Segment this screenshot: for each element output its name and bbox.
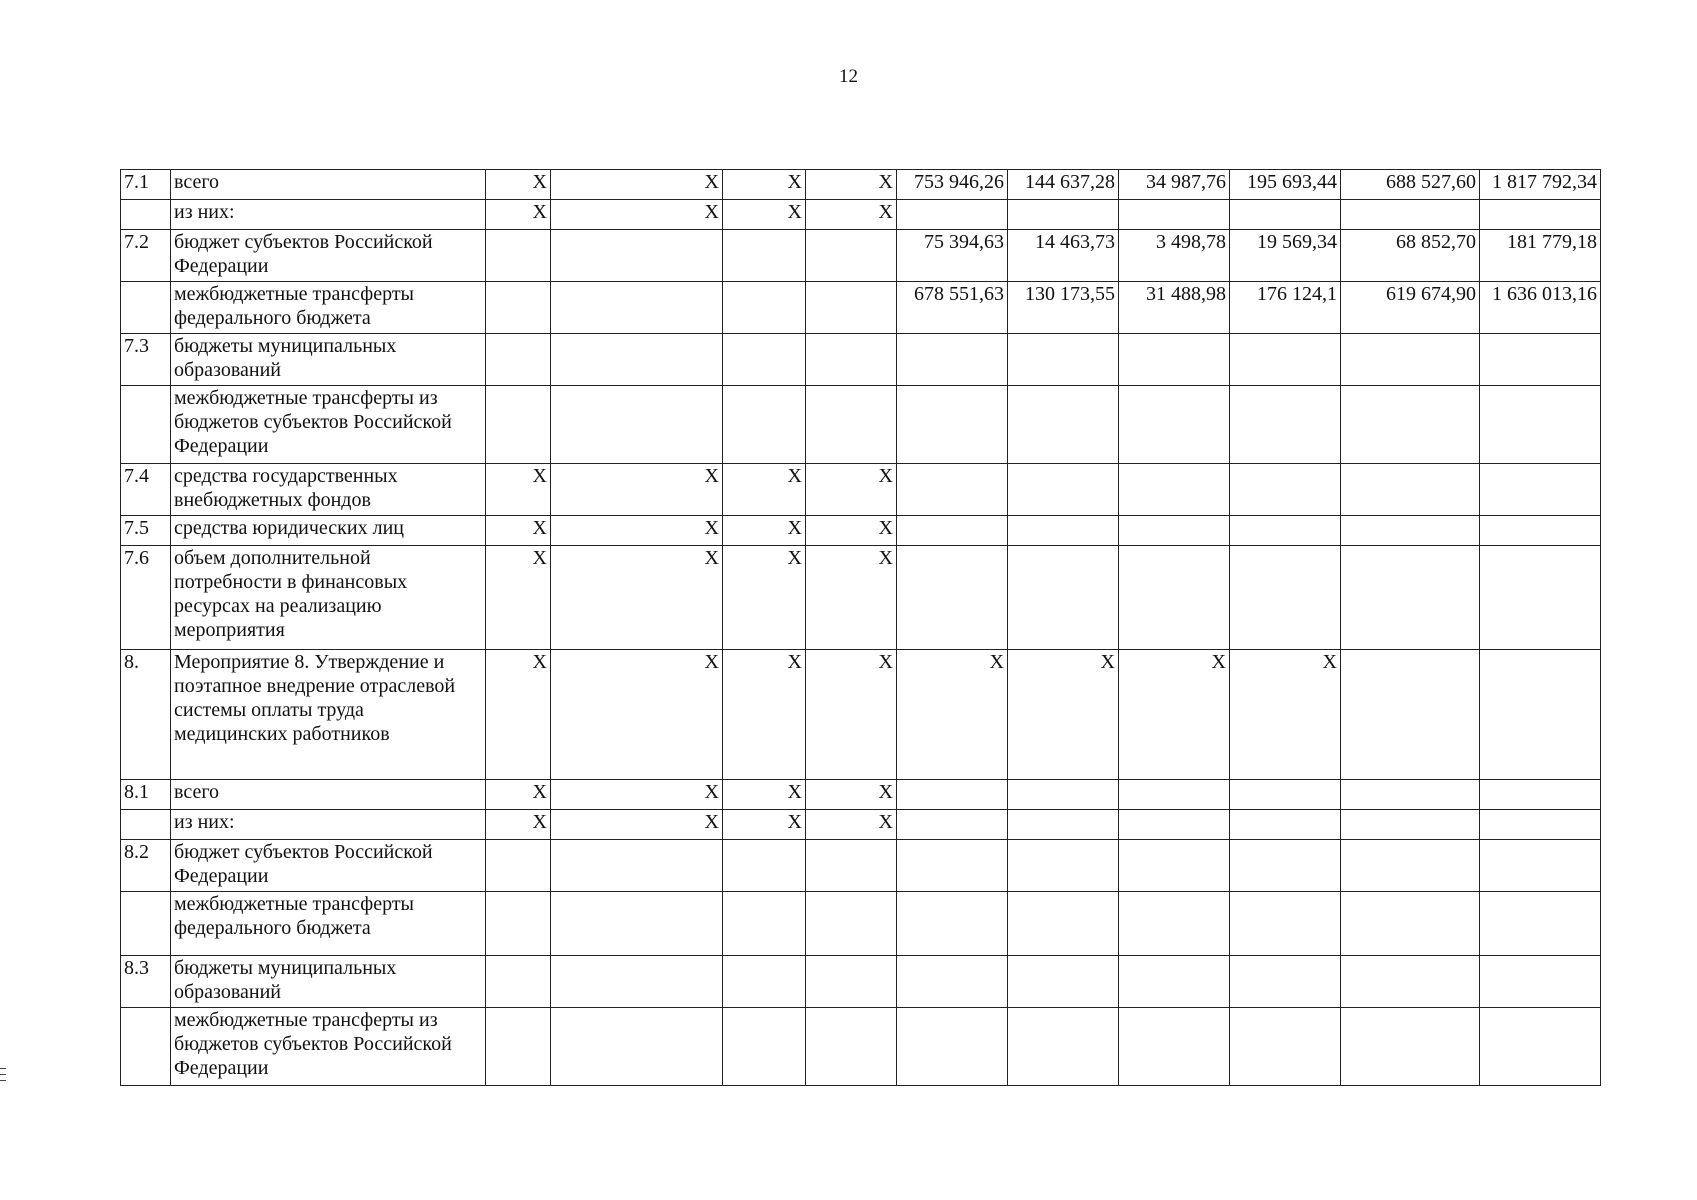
table-cell xyxy=(897,546,1008,650)
row-name: межбюджетные трансферты федерального бюджета xyxy=(171,892,486,956)
table-cell xyxy=(723,230,806,282)
table-cell xyxy=(1230,810,1341,840)
table-row xyxy=(121,780,1601,810)
table-cell xyxy=(1008,516,1119,546)
table-cell xyxy=(723,334,806,386)
table-cell xyxy=(806,334,897,386)
table-cell xyxy=(897,334,1008,386)
table-cell: X xyxy=(723,810,806,840)
table-cell xyxy=(551,1008,723,1086)
table-cell xyxy=(723,956,806,1008)
table-cell xyxy=(486,386,551,464)
row-name: из них: xyxy=(171,810,486,840)
table-row xyxy=(121,650,1601,780)
table-cell xyxy=(1008,892,1119,956)
table-cell: X xyxy=(723,200,806,230)
table-row xyxy=(121,334,1601,386)
table-row xyxy=(121,230,1601,282)
table-cell: X xyxy=(486,650,551,780)
table-cell xyxy=(1119,334,1230,386)
table-cell: X xyxy=(1230,650,1341,780)
table-cell: X xyxy=(486,516,551,546)
table-cell: X xyxy=(806,810,897,840)
table-cell xyxy=(1230,386,1341,464)
table-cell: X xyxy=(806,650,897,780)
table-row xyxy=(121,386,1601,464)
table-cell: X xyxy=(723,650,806,780)
table-cell xyxy=(1480,546,1601,650)
table-cell: X xyxy=(551,464,723,516)
table-cell: X xyxy=(486,780,551,810)
table-cell: 678 551,63 xyxy=(897,282,1008,334)
row-name: бюджеты муниципальных образований xyxy=(171,334,486,386)
table-cell: X xyxy=(897,650,1008,780)
table-cell: 176 124,1 xyxy=(1230,282,1341,334)
table-cell xyxy=(1341,956,1480,1008)
table-cell xyxy=(897,200,1008,230)
table-cell xyxy=(897,840,1008,892)
table-cell xyxy=(1008,386,1119,464)
scan-edge-marks xyxy=(0,1068,6,1086)
table-cell: X xyxy=(551,170,723,200)
table-cell xyxy=(1480,840,1601,892)
table-cell: 14 463,73 xyxy=(1008,230,1119,282)
page-number: 12 xyxy=(839,66,858,87)
table-cell: X xyxy=(723,170,806,200)
table-cell xyxy=(1119,386,1230,464)
table-cell xyxy=(897,516,1008,546)
table-cell xyxy=(1230,1008,1341,1086)
row-name: межбюджетные трансферты из бюджетов субъектов Российской Федерации xyxy=(171,1008,486,1086)
row-name: средства государственных внебюджетных фондов xyxy=(171,464,486,516)
table-cell xyxy=(1480,892,1601,956)
row-name: объем дополнительной потребности в финансовых ресурсах на реализацию мероприятия xyxy=(171,546,486,650)
table-cell: X xyxy=(551,516,723,546)
table-cell xyxy=(1119,546,1230,650)
table-cell xyxy=(1341,1008,1480,1086)
table-cell xyxy=(1341,780,1480,810)
table-row xyxy=(121,840,1601,892)
table-cell xyxy=(1480,810,1601,840)
table-cell xyxy=(1230,546,1341,650)
table-cell xyxy=(1341,200,1480,230)
table-cell xyxy=(486,840,551,892)
table-cell xyxy=(1008,956,1119,1008)
table-row xyxy=(121,1008,1601,1086)
table-row xyxy=(121,956,1601,1008)
table-cell xyxy=(1119,810,1230,840)
row-number: 7.6 xyxy=(121,546,171,650)
table-row xyxy=(121,892,1601,956)
table-cell xyxy=(486,282,551,334)
row-name: всего xyxy=(171,780,486,810)
table-cell: X xyxy=(551,810,723,840)
table-cell: X xyxy=(551,200,723,230)
table-cell xyxy=(1008,334,1119,386)
row-name: средства юридических лиц xyxy=(171,516,486,546)
table-cell: X xyxy=(486,810,551,840)
table-cell xyxy=(1480,200,1601,230)
row-number: 8.1 xyxy=(121,780,171,810)
table-cell xyxy=(806,956,897,1008)
row-name: Мероприятие 8. Утверждение и поэтапное внедрение отраслевой системы оплаты труда медицинских работников xyxy=(171,650,486,780)
table-row xyxy=(121,282,1601,334)
table-cell xyxy=(723,840,806,892)
table-cell xyxy=(1230,840,1341,892)
table-cell xyxy=(1341,546,1480,650)
table-cell: 31 488,98 xyxy=(1119,282,1230,334)
table-cell xyxy=(897,464,1008,516)
table-cell xyxy=(486,334,551,386)
table-cell xyxy=(1119,464,1230,516)
table-cell: X xyxy=(806,170,897,200)
table-cell: X xyxy=(723,546,806,650)
table-cell: X xyxy=(806,464,897,516)
table-cell xyxy=(551,892,723,956)
table-cell xyxy=(1230,892,1341,956)
row-number xyxy=(121,282,171,334)
table-cell xyxy=(897,1008,1008,1086)
table-cell: X xyxy=(723,780,806,810)
table-cell xyxy=(551,230,723,282)
table-cell xyxy=(806,230,897,282)
table-cell: 1 817 792,34 xyxy=(1480,170,1601,200)
table-cell xyxy=(551,840,723,892)
table-cell xyxy=(551,386,723,464)
table-cell xyxy=(486,892,551,956)
table-cell: X xyxy=(806,780,897,810)
row-name: бюджет субъектов Российской Федерации xyxy=(171,230,486,282)
table-cell xyxy=(723,386,806,464)
row-number: 8.3 xyxy=(121,956,171,1008)
table-cell xyxy=(1119,780,1230,810)
table-cell xyxy=(723,892,806,956)
table-cell: 688 527,60 xyxy=(1341,170,1480,200)
table-cell: X xyxy=(486,464,551,516)
table-cell xyxy=(1008,840,1119,892)
table-cell xyxy=(1480,464,1601,516)
table-cell xyxy=(1230,780,1341,810)
table-cell xyxy=(1119,956,1230,1008)
table-cell xyxy=(551,282,723,334)
table-cell: X xyxy=(551,546,723,650)
table-cell xyxy=(1480,1008,1601,1086)
table-cell xyxy=(551,334,723,386)
table-cell xyxy=(1341,386,1480,464)
row-name: бюджеты муниципальных образований xyxy=(171,956,486,1008)
table-cell xyxy=(897,956,1008,1008)
row-name: всего xyxy=(171,170,486,200)
table-cell xyxy=(1230,464,1341,516)
table-cell: 181 779,18 xyxy=(1480,230,1601,282)
row-number xyxy=(121,386,171,464)
table-cell xyxy=(806,892,897,956)
table-cell xyxy=(1341,650,1480,780)
row-number: 7.1 xyxy=(121,170,171,200)
table-cell xyxy=(1480,780,1601,810)
table-cell xyxy=(1480,334,1601,386)
table-cell: X xyxy=(806,200,897,230)
table-row xyxy=(121,546,1601,650)
row-name: бюджет субъектов Российской Федерации xyxy=(171,840,486,892)
table-cell xyxy=(1480,956,1601,1008)
table-cell: 75 394,63 xyxy=(897,230,1008,282)
table-cell xyxy=(1008,546,1119,650)
table-cell xyxy=(1119,1008,1230,1086)
table-cell xyxy=(1341,516,1480,546)
table-cell xyxy=(1230,516,1341,546)
table-cell xyxy=(1230,334,1341,386)
row-number xyxy=(121,1008,171,1086)
table-cell: X xyxy=(723,516,806,546)
table-cell xyxy=(1341,464,1480,516)
table-row xyxy=(121,200,1601,230)
table-cell xyxy=(1480,650,1601,780)
table-cell xyxy=(806,282,897,334)
table-cell xyxy=(1341,892,1480,956)
table-cell xyxy=(806,386,897,464)
table-cell xyxy=(1119,200,1230,230)
table-cell: 3 498,78 xyxy=(1119,230,1230,282)
table-cell xyxy=(806,1008,897,1086)
table-cell: 19 569,34 xyxy=(1230,230,1341,282)
table-cell: X xyxy=(486,546,551,650)
table-body xyxy=(121,170,1601,1086)
table-cell xyxy=(1230,956,1341,1008)
table-cell xyxy=(1119,516,1230,546)
row-number: 7.2 xyxy=(121,230,171,282)
row-number: 7.5 xyxy=(121,516,171,546)
table-cell: 68 852,70 xyxy=(1341,230,1480,282)
table-cell xyxy=(551,956,723,1008)
table-cell: X xyxy=(1008,650,1119,780)
table-cell: X xyxy=(486,170,551,200)
table-cell xyxy=(1008,200,1119,230)
budget-table xyxy=(120,169,1601,1086)
table-cell: 753 946,26 xyxy=(897,170,1008,200)
table-cell xyxy=(1008,810,1119,840)
table-cell: 34 987,76 xyxy=(1119,170,1230,200)
row-number xyxy=(121,810,171,840)
row-number: 7.3 xyxy=(121,334,171,386)
table-cell xyxy=(723,1008,806,1086)
table-row xyxy=(121,464,1601,516)
table-row xyxy=(121,810,1601,840)
row-number: 8. xyxy=(121,650,171,780)
table-row xyxy=(121,170,1601,200)
table-cell: X xyxy=(551,650,723,780)
row-name: из них: xyxy=(171,200,486,230)
table-row xyxy=(121,516,1601,546)
table-cell xyxy=(723,282,806,334)
table-cell xyxy=(486,1008,551,1086)
table-cell: 195 693,44 xyxy=(1230,170,1341,200)
table-cell xyxy=(486,956,551,1008)
table-cell xyxy=(897,386,1008,464)
table-cell: X xyxy=(551,780,723,810)
table-cell xyxy=(1119,840,1230,892)
table-cell: X xyxy=(486,200,551,230)
table-cell xyxy=(806,840,897,892)
table-cell: X xyxy=(1119,650,1230,780)
table-cell xyxy=(1008,1008,1119,1086)
table-cell xyxy=(897,810,1008,840)
row-name: межбюджетные трансферты из бюджетов субъектов Российской Федерации xyxy=(171,386,486,464)
table-cell xyxy=(1341,810,1480,840)
table-cell: 144 637,28 xyxy=(1008,170,1119,200)
row-number: 8.2 xyxy=(121,840,171,892)
table-cell xyxy=(486,230,551,282)
table-cell xyxy=(1008,780,1119,810)
table-cell xyxy=(1480,516,1601,546)
table-cell xyxy=(1008,464,1119,516)
table-cell xyxy=(1119,892,1230,956)
table-cell xyxy=(1341,840,1480,892)
table-cell xyxy=(897,892,1008,956)
row-name: межбюджетные трансферты федерального бюджета xyxy=(171,282,486,334)
row-number xyxy=(121,200,171,230)
table-cell xyxy=(1230,200,1341,230)
table-cell: X xyxy=(806,516,897,546)
row-number: 7.4 xyxy=(121,464,171,516)
table-cell: 1 636 013,16 xyxy=(1480,282,1601,334)
table-cell xyxy=(1480,386,1601,464)
table-cell: 130 173,55 xyxy=(1008,282,1119,334)
table-cell: X xyxy=(806,546,897,650)
table-cell: X xyxy=(723,464,806,516)
row-number xyxy=(121,892,171,956)
table-cell xyxy=(1341,334,1480,386)
table-cell: 619 674,90 xyxy=(1341,282,1480,334)
table-cell xyxy=(897,780,1008,810)
